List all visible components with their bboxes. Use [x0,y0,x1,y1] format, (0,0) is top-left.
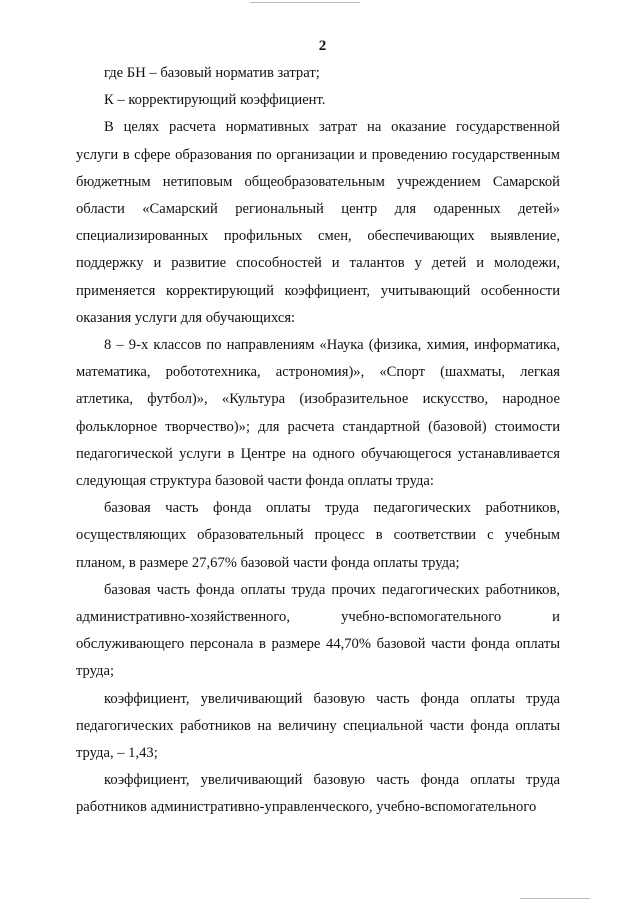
document-body [76,60,560,822]
paragraph-purpose: В целях расчета нормативных затрат на оказание государственной услуги в сфере образования по организации и проведению государственным бюджетным нетиповым общеобразовательным учреждением Самарской области «Самарский региональный центр для одаренных детей» специализированных профильных смен, обеспечивающих выявление, поддержку и развитие способностей и талантов у детей и молодежи, применяется корректирующий коэффициент, учитывающий особенности оказания услуги для обучающихся: [76,119,560,326]
paragraph-base-share-teachers: базовая часть фонда оплаты труда педагогических работников, осуществляющих образовательный процесс в соответствии с учебным планом, в размере 27,67% базовой части фонда оплаты труда; [76,500,560,571]
paragraph-coefficient-admin: коэффициент, увеличивающий базовую часть фонда оплаты труда работников административно-управленческого, учебно-вспомогательного [76,772,560,816]
page-number: 2 [318,38,327,54]
paragraph-coefficient-teachers: коэффициент, увеличивающий базовую часть фонда оплаты труда педагогических работников на величину специальной части фонда оплаты труда, – 1,43; [76,690,560,762]
paragraph-grades-structure: 8 – 9-х классов по направлениям «Наука (физика, химия, информатика, математика, робототехника, астрономия)», «Спорт (шахматы, легкая атлетика, футбол)», «Культура (изобразительное искусство, народное фольклорное творчество)»; для расчета стандартной (базовой) стоимости педагогической услуги в Центре на одного обучающегося устанавливается следующая структура базовой части фонда оплаты труда: [76,337,560,490]
paragraph-definition-bn: где БН – базовый норматив затрат; [104,65,320,81]
paragraph-base-share-other-staff: базовая часть фонда оплаты труда прочих педагогических работников, административно-хозяйственного, учебно-вспомогательного и обслуживающего персонала в размере 44,70% базовой части фонда оплаты труда; [76,581,560,680]
scan-artifact-top [250,2,360,3]
scan-artifact-bottom [520,898,590,899]
paragraph-definition-k: К – корректирующий коэффициент. [104,92,326,109]
